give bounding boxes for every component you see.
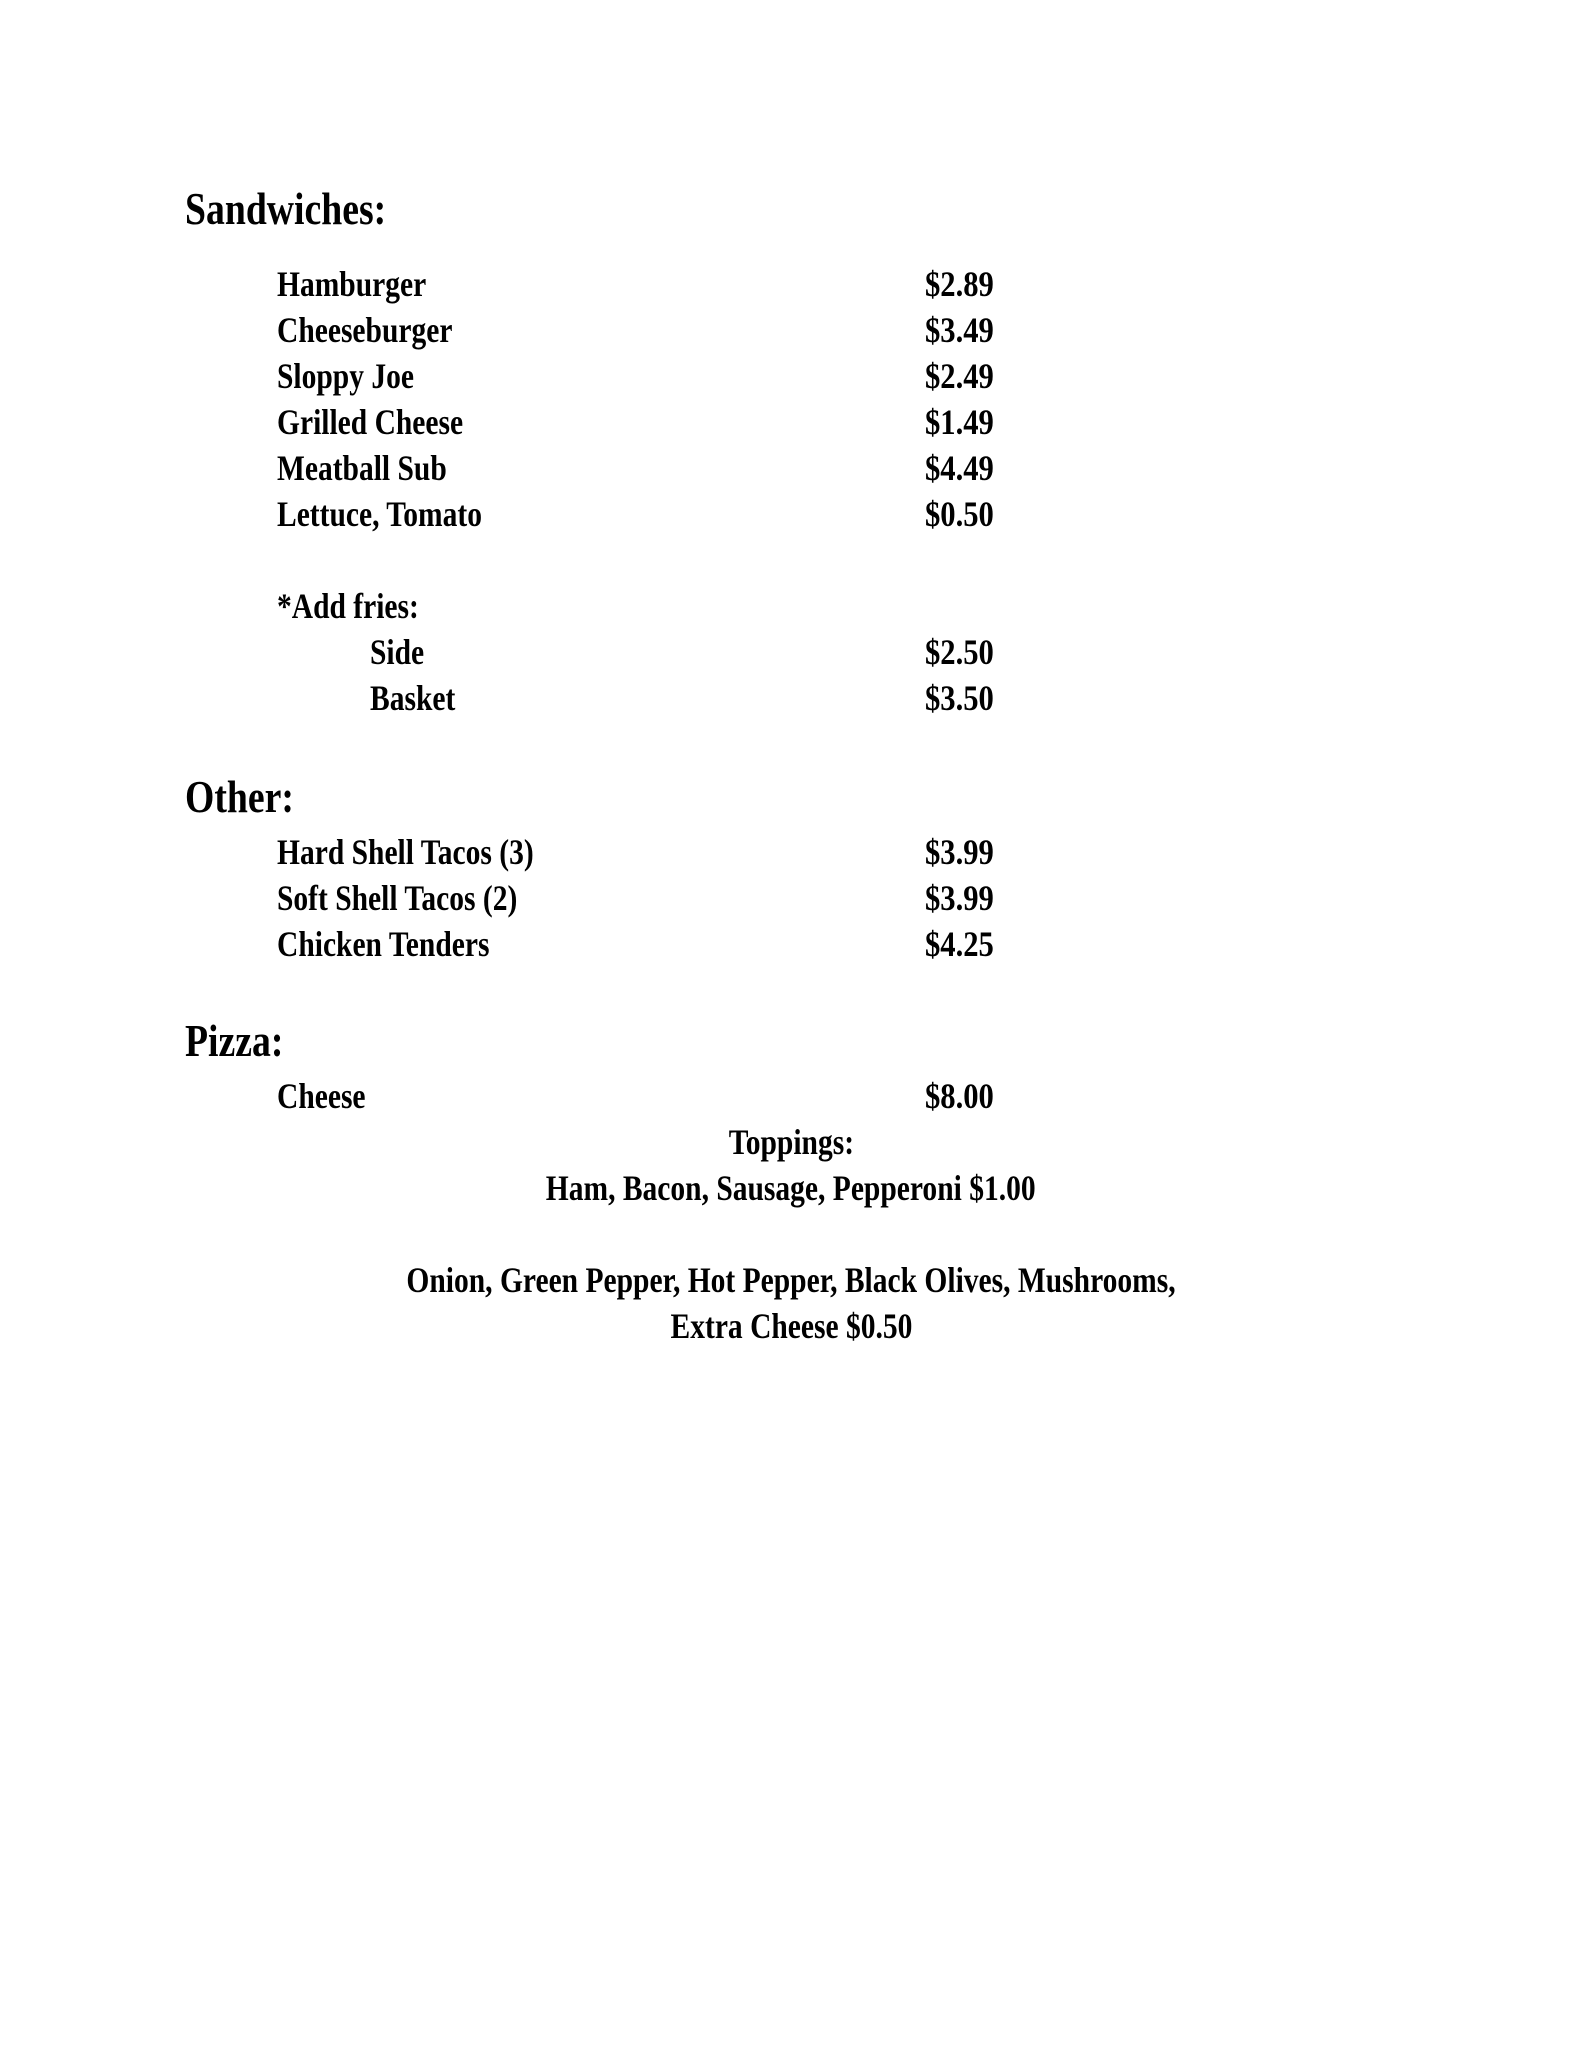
fries-label: *Add fries: bbox=[277, 586, 419, 626]
menu-item-price: $3.99 bbox=[925, 878, 994, 918]
menu-item-price: $8.00 bbox=[925, 1076, 994, 1116]
menu-item-row bbox=[0, 400, 1582, 444]
toppings-meat-text: Ham, Bacon, Sausage, Pepperoni $1.00 bbox=[546, 1168, 1036, 1208]
menu-item-price: $4.49 bbox=[925, 448, 994, 488]
toppings-label-text: Toppings: bbox=[728, 1122, 854, 1162]
menu-item-name: Grilled Cheese bbox=[277, 402, 464, 442]
toppings-label bbox=[0, 1120, 1582, 1164]
fries-option-price: $2.50 bbox=[925, 632, 994, 672]
menu-item-price: $2.89 bbox=[925, 264, 994, 304]
menu-item-price: $3.49 bbox=[925, 310, 994, 350]
menu-item-row bbox=[0, 446, 1582, 490]
menu-item-row bbox=[0, 1074, 1582, 1118]
menu-item-row bbox=[0, 830, 1582, 874]
menu-item-price: $4.25 bbox=[925, 924, 994, 964]
toppings-meat-line bbox=[0, 1166, 1582, 1210]
menu-item-price: $1.49 bbox=[925, 402, 994, 442]
pizza-heading: Pizza: bbox=[185, 1015, 284, 1066]
fries-option-price: $3.50 bbox=[925, 678, 994, 718]
menu-item-row bbox=[0, 492, 1582, 536]
menu-item-name: Lettuce, Tomato bbox=[277, 494, 482, 534]
fries-option-name: Side bbox=[370, 632, 425, 672]
fries-option-row bbox=[0, 676, 1582, 720]
toppings-veg-text-1: Onion, Green Pepper, Hot Pepper, Black Olives, Mushrooms, bbox=[406, 1260, 1176, 1300]
menu-item-name: Hard Shell Tacos (3) bbox=[277, 832, 534, 872]
sandwiches-heading: Sandwiches: bbox=[185, 183, 387, 234]
menu-item-name: Meatball Sub bbox=[277, 448, 447, 488]
menu-item-name: Soft Shell Tacos (2) bbox=[277, 878, 518, 918]
menu-item-name: Sloppy Joe bbox=[277, 356, 414, 396]
menu-item-price: $0.50 bbox=[925, 494, 994, 534]
menu-item-name: Cheeseburger bbox=[277, 310, 453, 350]
fries-label-row bbox=[0, 584, 1582, 628]
menu-item-name: Hamburger bbox=[277, 264, 427, 304]
menu-item-row bbox=[0, 876, 1582, 920]
menu-item-price: $2.49 bbox=[925, 356, 994, 396]
menu-item-row bbox=[0, 354, 1582, 398]
toppings-veg-line-1 bbox=[0, 1258, 1582, 1302]
fries-option-row bbox=[0, 630, 1582, 674]
fries-option-name: Basket bbox=[370, 678, 456, 718]
menu-item-row bbox=[0, 922, 1582, 966]
toppings-veg-text-2: Extra Cheese $0.50 bbox=[670, 1306, 912, 1346]
menu-item-name: Cheese bbox=[277, 1076, 366, 1116]
menu-item-row bbox=[0, 308, 1582, 352]
other-heading: Other: bbox=[185, 771, 294, 822]
menu-item-row bbox=[0, 262, 1582, 306]
menu-item-name: Chicken Tenders bbox=[277, 924, 490, 964]
toppings-veg-line-2 bbox=[0, 1304, 1582, 1348]
menu-item-price: $3.99 bbox=[925, 832, 994, 872]
